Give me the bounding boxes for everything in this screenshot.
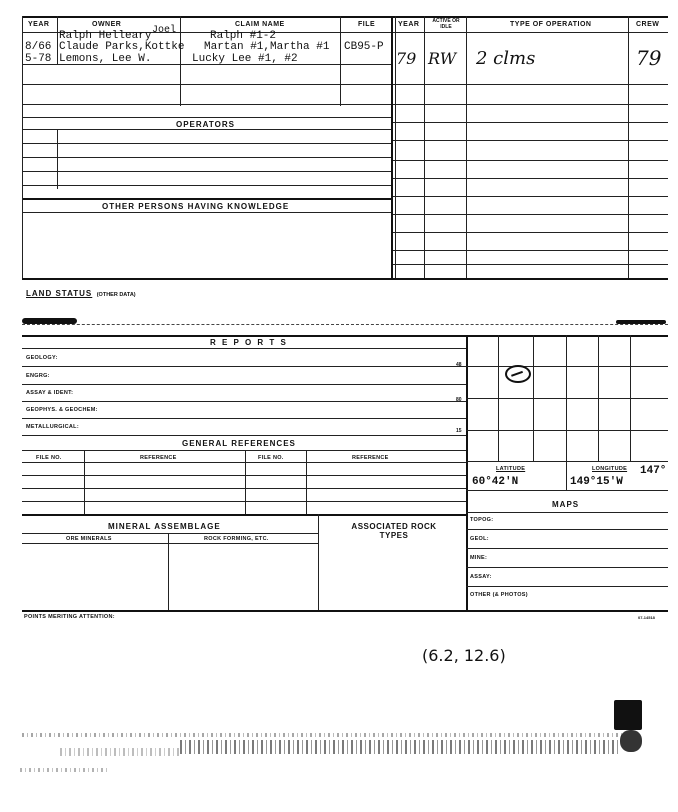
references-header-top <box>22 450 466 451</box>
longitude-extra: 147° <box>640 465 667 477</box>
activity-row-line <box>392 140 668 141</box>
other-persons-title: OTHER PERSONS HAVING KNOWLEDGE <box>102 202 290 211</box>
entry-file-2: CB95-P <box>344 41 384 53</box>
associated-rock-types-title: ASSOCIATED ROCK TYPES <box>351 522 437 540</box>
maps-line <box>466 548 668 549</box>
report-assay: ASSAY & IDENT: <box>26 390 74 396</box>
map-assay: ASSAY: <box>470 574 492 580</box>
entry-year-3: 5-78 <box>25 53 52 65</box>
crew-header: CREW <box>636 21 660 28</box>
active-idle-header: ACTIVE OR IDLE <box>432 18 460 30</box>
reports-title: R E P O R T S <box>210 338 288 347</box>
references-row <box>22 488 466 489</box>
activity-row-line <box>392 178 668 179</box>
activity-row-line <box>392 196 668 197</box>
map-topog: TOPOG: <box>470 517 494 523</box>
map-other: OTHER (& PHOTOS) <box>470 592 528 598</box>
entry-owner-1-extra: Joel <box>152 25 177 36</box>
references-col <box>84 450 85 514</box>
mineral-assemblage-title: MINERAL ASSEMBLAGE <box>108 522 221 531</box>
row-line <box>22 185 392 186</box>
map-mine: MINE: <box>470 555 488 561</box>
latitude-label: LATITUDE <box>496 466 526 472</box>
year-header: YEAR <box>28 21 50 28</box>
report-engrg: ENGRG: <box>26 373 50 379</box>
handwritten-coordinates: (6.2, 12.6) <box>422 646 506 665</box>
references-row <box>22 475 466 476</box>
year-col-line <box>57 16 58 64</box>
report-num-15: 15 <box>456 428 462 434</box>
row-line <box>22 84 392 85</box>
maps-line <box>466 567 668 568</box>
claim-col-line <box>340 16 341 106</box>
rock-forming-label: ROCK FORMING, ETC. <box>204 536 269 542</box>
activity-row-line <box>392 160 668 161</box>
general-references-title: GENERAL REFERENCES <box>182 439 296 448</box>
file-header: FILE <box>358 21 376 28</box>
grid-row <box>466 430 668 431</box>
other-persons-top <box>22 198 392 200</box>
activity-crew: 79 <box>636 46 662 70</box>
entry-claim-1: Ralph #1-2 <box>210 30 277 42</box>
report-line <box>22 366 466 367</box>
report-geophys: GEOPHYS. & GEOCHEM: <box>26 407 98 413</box>
entry-claim-2: Martan #1,Martha #1 <box>204 41 330 53</box>
activity-row-line <box>392 264 668 265</box>
maps-title: MAPS <box>552 500 580 509</box>
operators-title: OPERATORS <box>176 120 235 129</box>
mineral-sub-line <box>22 543 318 544</box>
activity-year: 79 <box>396 49 417 68</box>
latitude-value: 60°42'N <box>472 476 519 488</box>
row-line <box>22 117 392 118</box>
references-row <box>22 501 466 502</box>
entry-owner-3: Lemons, Lee W. <box>59 53 152 65</box>
grid-row <box>466 461 668 462</box>
mineral-col <box>168 533 169 610</box>
row-line <box>22 212 392 213</box>
activity-col-line <box>391 16 393 278</box>
crew-col-line <box>628 16 629 278</box>
top-border <box>22 16 668 18</box>
mineral-header-line <box>22 533 318 534</box>
scan-noise <box>180 740 620 754</box>
activity-row-line <box>392 122 668 123</box>
location-left-border <box>466 335 468 610</box>
land-status-title: LAND STATUS <box>26 289 93 298</box>
operators-top <box>22 129 392 130</box>
points-meriting-label: POINTS MERITING ATTENTION: <box>24 614 115 620</box>
ref-file-no-2: FILE NO. <box>258 455 284 461</box>
row-line <box>22 143 392 144</box>
report-line <box>22 435 466 436</box>
land-status-label <box>26 283 136 301</box>
references-header-bottom <box>22 462 466 463</box>
grid-row <box>466 398 668 399</box>
maps-line <box>466 529 668 530</box>
references-bottom <box>22 514 466 516</box>
reports-top <box>22 335 668 337</box>
longitude-value: 149°15'W <box>570 476 623 488</box>
activity-row-line <box>392 250 668 251</box>
row-line <box>22 104 392 105</box>
rock-types-col <box>318 514 319 610</box>
report-line <box>22 418 466 419</box>
report-line <box>22 384 466 385</box>
map-geol: GEOL: <box>470 536 489 542</box>
left-border <box>22 16 23 278</box>
report-line <box>22 401 466 402</box>
grid-row <box>466 366 668 367</box>
entry-owner-1: Ralph Helleary <box>59 30 152 42</box>
maps-line <box>466 512 668 513</box>
land-status-divider <box>22 324 668 325</box>
references-col <box>306 450 307 514</box>
reports-header-line <box>22 348 466 349</box>
activity-row-line <box>392 214 668 215</box>
owner-header: OWNER <box>92 21 122 28</box>
owner-col-line <box>180 16 181 106</box>
scan-noise <box>60 748 180 756</box>
ref-reference-2: REFERENCE <box>352 455 389 461</box>
year-header-2: YEAR <box>398 21 420 28</box>
scan-blot <box>620 730 642 752</box>
row-line <box>22 157 392 158</box>
row-line <box>22 171 392 172</box>
references-col <box>245 450 246 514</box>
type-col-line <box>466 16 467 278</box>
operators-col-line <box>57 129 58 189</box>
report-num-80: 80 <box>456 397 462 403</box>
location-divider <box>466 490 668 491</box>
activity-row-line <box>392 84 668 85</box>
active-col-line <box>424 16 425 278</box>
ore-minerals-label: ORE MINERALS <box>66 536 112 542</box>
report-geology: GEOLOGY: <box>26 355 58 361</box>
form-bottom <box>22 610 668 612</box>
claim-name-header: CLAIM NAME <box>235 21 285 28</box>
entry-owner-2: Claude Parks,Kottke <box>59 41 185 53</box>
report-num-48: 48 <box>456 362 462 368</box>
entry-year-2: 8/66 <box>25 41 52 53</box>
entry-claim-3: Lucky Lee #1, #2 <box>192 53 298 65</box>
report-metallurgical: METALLURGICAL: <box>26 424 79 430</box>
ref-file-no-1: FILE NO. <box>36 455 62 461</box>
land-status-sub: (OTHER DATA) <box>96 292 136 298</box>
activity-status: RW <box>428 49 457 68</box>
activity-row-line <box>392 232 668 233</box>
form-number: 07-14518 <box>638 615 655 620</box>
longitude-label: LONGITUDE <box>592 466 628 472</box>
maps-line <box>466 586 668 587</box>
scan-noise <box>22 733 622 737</box>
top-table-bottom <box>22 278 668 280</box>
scan-blot <box>614 700 642 730</box>
activity-type: 2 clms <box>476 48 536 69</box>
type-operation-header: TYPE OF OPERATION <box>510 21 592 28</box>
grid-col <box>566 335 567 490</box>
activity-row-line <box>392 104 668 105</box>
scan-noise <box>20 768 110 772</box>
ref-reference-1: REFERENCE <box>140 455 177 461</box>
